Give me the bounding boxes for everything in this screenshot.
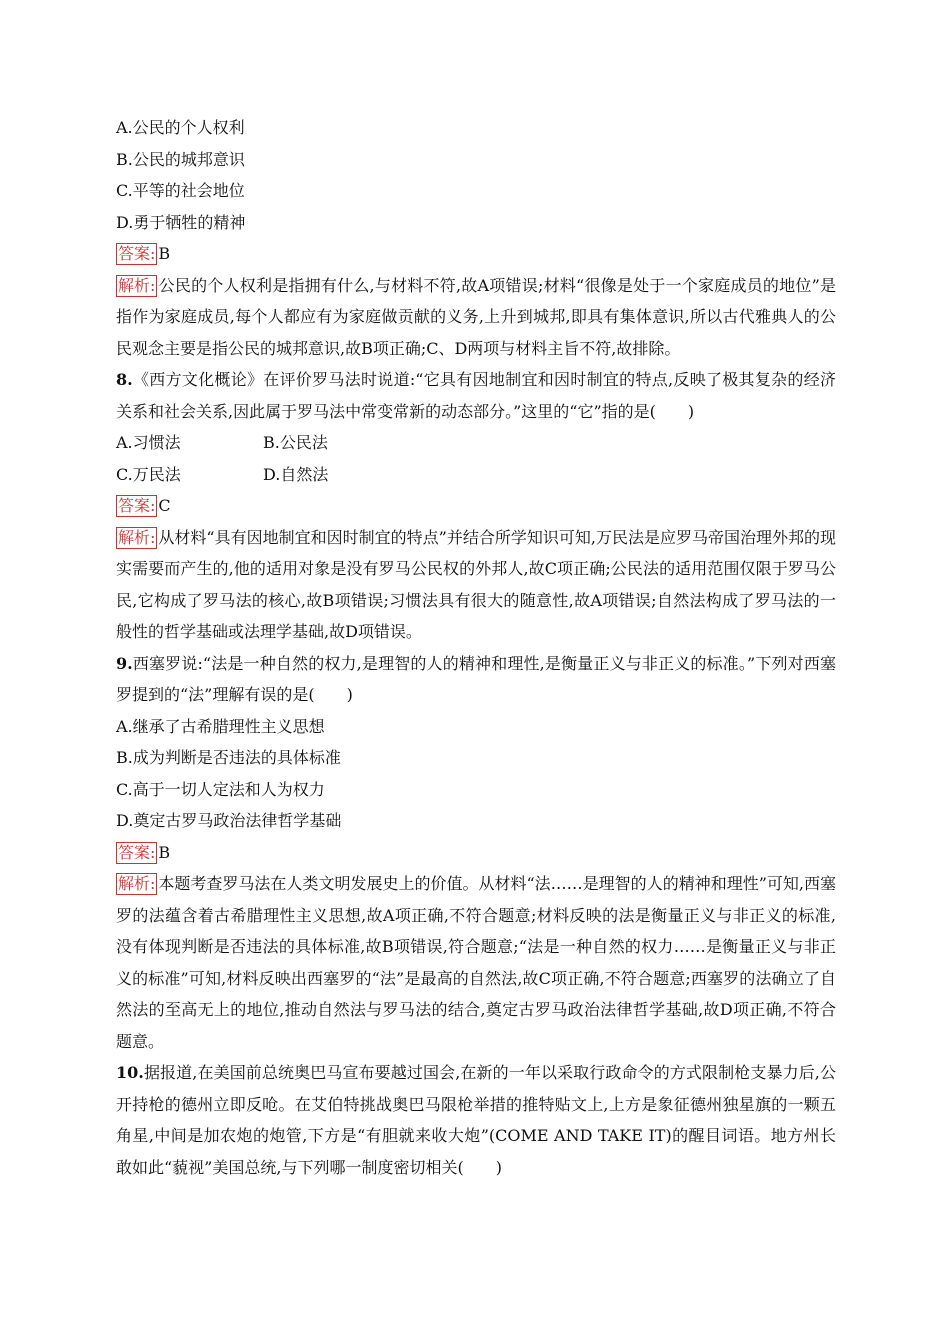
q10-stem [116, 1057, 836, 1183]
q9-option-a: A.继承了古希腊理性主义思想 [116, 716, 325, 736]
q9-option-b: B.成为判断是否违法的具体标准 [116, 748, 341, 767]
q8-stem [116, 364, 836, 427]
q8-option-a: A.习惯法 [116, 433, 181, 452]
q8-answer [116, 490, 836, 522]
q8-option-b: B.公民法 [263, 433, 328, 452]
q8-option-d: D.自然法 [263, 464, 329, 484]
q10-stem-text: 据报道,在美国前总统奥巴马宣布要越过国会,在新的一年以采取行政命令的方式限制枪支暴力后,公开持枪的德州立即反呛。在艾伯特挑战奥巴马限枪举措的推特贴文上,上方是象征德州独星旗的一颗五角星,中间是加农炮的炮管,下方是“有胆就来收大炮”(COME AND TAKE IT)的醒目词语。地方州长敢如此“藐视”美国总统,与下列哪一制度密切相关( ) [116, 1063, 836, 1177]
analysis-tag: 解析: [118, 527, 156, 547]
q7-answer-value: B [158, 244, 171, 263]
analysis-tag: 解析: [118, 874, 156, 893]
page-content [116, 112, 836, 1183]
q9-option-c: C.高于一切人定法和人为权力 [116, 779, 325, 799]
q8-analysis [116, 522, 836, 648]
q9-number: 9. [116, 653, 133, 673]
q8-number: 8. [116, 370, 133, 389]
q8-option-c: C.万民法 [116, 464, 181, 484]
answer-tag: 答案: [118, 496, 156, 515]
q9-stem [116, 648, 836, 711]
q7-analysis [116, 270, 836, 365]
analysis-tag: 解析: [118, 275, 156, 295]
q9-stem-text: 西塞罗说:“法是一种自然的权力,是理智的人的精神和理性,是衡量正义与非正义的标准。”下列对西塞罗提到的“法”理解有误的是( ) [116, 653, 836, 704]
q7-answer [116, 238, 836, 270]
answer-tag: 答案: [118, 842, 156, 862]
q7-option-b: B.公民的城邦意识 [116, 149, 245, 169]
q10-number: 10. [116, 1063, 144, 1082]
q7-option-a: A.公民的个人权利 [116, 118, 245, 137]
q9-option-d: D.奠定古罗马政治法律哲学基础 [116, 811, 342, 830]
q9-answer-value: B [158, 842, 171, 862]
q9-analysis [116, 868, 836, 1057]
q7-option-d: D.勇于牺牲的精神 [116, 212, 246, 232]
q8-options-row-2 [116, 459, 836, 491]
q8-stem-text: 《西方文化概论》在评价罗马法时说道:“它具有因地制宜和因时制宜的特点,反映了极其复杂的经济关系和社会关系,因此属于罗马法中常变常新的动态部分。”这里的“它”指的是( ) [116, 370, 836, 421]
q9-analysis-text: 本题考查罗马法在人类文明发展史上的价值。从材料“法……是理智的人的精神和理性”可知,西塞罗的法蕴含着古希腊理性主义思想,故A项正确,不符合题意;材料反映的法是衡量正义与非正义的标准,没有体现判断是否违法的具体标准,故B项错误,符合题意;“法是一种自然的权力……是衡量正义与非正义的标准”可知,材料反映出西塞罗的“法”是最高的自然法,故C项正确,不符合题意;西塞罗的法确立了自然法的至高无上的地位,推动自然法与罗马法的结合,奠定古罗马政治法律哲学基础,故D项正确,不符合题意。 [116, 874, 836, 1051]
answer-tag: 答案: [118, 244, 156, 263]
q9-answer [116, 837, 836, 869]
q8-answer-value: C [158, 496, 171, 515]
q8-analysis-text: 从材料“具有因地制宜和因时制宜的特点”并结合所学知识可知,万民法是应罗马帝国治理外邦的现实需要而产生的,他的适用对象是没有罗马公民权的外邦人,故C项正确;公民法的适用范围仅限于罗马公民,它构成了罗马法的核心,故B项错误;习惯法具有很大的随意性,故A项错误;自然法构成了罗马法的一般性的哲学基础或法理学基础,故D项错误。 [116, 527, 836, 641]
q7-analysis-text: 公民的个人权利是指拥有什么,与材料不符,故A项错误;材料“很像是处于一个家庭成员的地位”是指作为家庭成员,每个人都应有为家庭做贡献的义务,上升到城邦,即具有集体意识,所以古代雅典人的公民观念主要是指公民的城邦意识,故B项正确;C、D两项与材料主旨不符,故排除。 [116, 275, 836, 358]
q8-options-row-1 [116, 427, 836, 459]
q7-option-c: C.平等的社会地位 [116, 181, 245, 200]
